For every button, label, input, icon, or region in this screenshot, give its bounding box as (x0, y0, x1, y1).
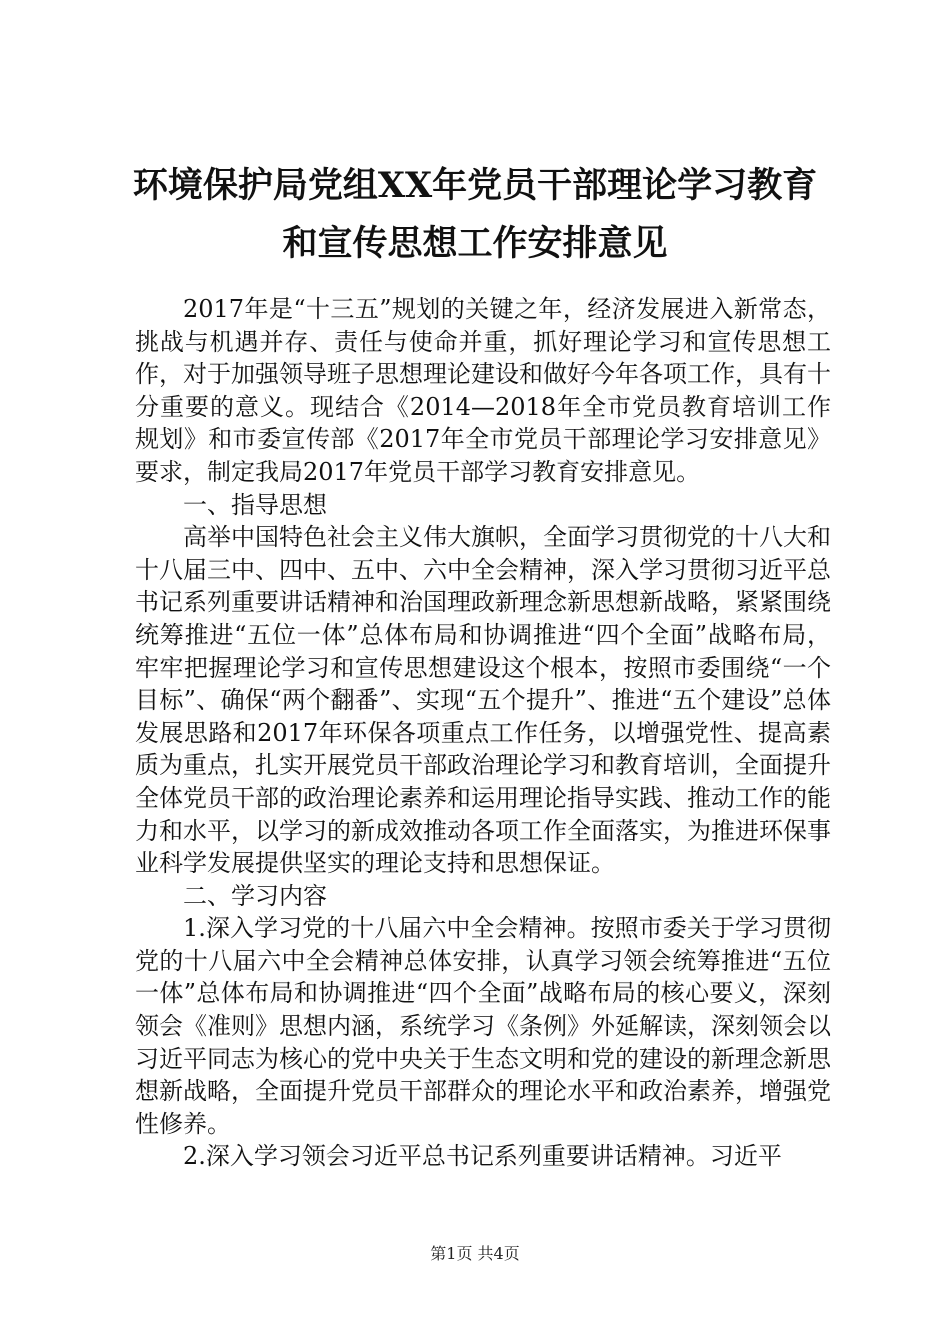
guiding-thought-paragraph: 高举中国特色社会主义伟大旗帜，全面学习贯彻党的十八大和十八届三中、四中、五中、六中全会精神，深入学习贯彻习近平总书记系列重要讲话精神和治国理政新理念新思想新战略，紧紧围绕统筹推进“五位一体”总体布局和协调推进“四个全面”战略布局，牢牢把握理论学习和宣传思想建设这个根本，按照市委围绕“一个目标”、确保“两个翻番”、实现“五个提升”、推进“五个建设”总体发展思路和2017年环保各项重点工作任务，以增强党性、提高素质为重点，扎实开展党员干部政治理论学习和教育培训，全面提升全体党员干部的政治理论素养和运用理论指导实践、推动工作的能力和水平，以学习的新成效推动各项工作全面落实，为推进环保事业科学发展提供坚实的理论支持和思想保证。 (135, 523, 831, 878)
document-body (135, 293, 831, 1173)
study-item-1-paragraph: 1.深入学习党的十八届六中全会精神。按照市委关于学习贯彻党的十八届六中全会精神总体安排，认真学习领会统筹推进“五位一体”总体布局和协调推进“四个全面”战略布局的核心要义，深刻领会《准则》思想内涵，系统学习《条例》外延解读，深刻领会以习近平同志为核心的党中央关于生态文明和党的建设的新理念新思想新战略，全面提升党员干部群众的理论水平和政治素养，增强党性修养。 (135, 914, 831, 1138)
section-heading-study-content: 二、学习内容 (183, 881, 327, 910)
intro-paragraph: 2017年是“十三五”规划的关键之年，经济发展进入新常态，挑战与机遇并存、责任与使命并重，抓好理论学习和宣传思想工作，对于加强领导班子思想理论建设和做好今年各项工作，具有十分重要的意义。现结合《2014—2018年全市党员教育培训工作规划》和市委宣传部《2017年全市党员干部理论学习安排意见》要求，制定我局2017年党员干部学习教育安排意见。 (135, 295, 831, 486)
document-title-line-1: 环境保护局党组XX年党员干部理论学习教育 (132, 165, 818, 206)
page-number-footer: 第1页 共4页 (430, 1244, 520, 1263)
section-heading-guiding-thought: 一、指导思想 (183, 490, 327, 519)
study-item-2-paragraph: 2.深入学习领会习近平总书记系列重要讲话精神。习近平 (183, 1142, 782, 1171)
document-title-line-2: 和宣传思想工作安排意见 (282, 223, 668, 264)
